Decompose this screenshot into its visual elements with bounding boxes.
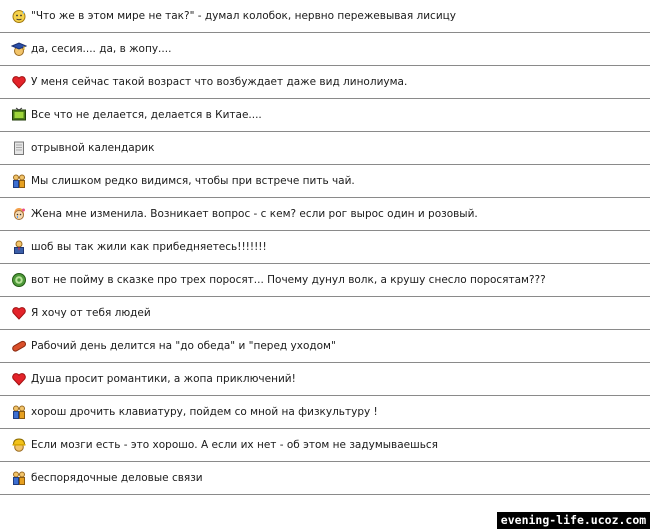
list-item xyxy=(0,231,650,264)
list-item xyxy=(0,264,650,297)
status-text: Мы слишком редко видимся, чтобы при встрече пить чай. xyxy=(31,175,355,187)
list-item xyxy=(0,363,650,396)
green-badge-icon xyxy=(11,272,27,288)
status-text: да, сесия.... да, в жопу.... xyxy=(31,43,172,55)
status-text: Душа просит романтики, а жопа приключений! xyxy=(31,373,296,385)
status-text: беспорядочные деловые связи xyxy=(31,472,203,484)
status-text: "Что же в этом мире не так?" - думал колобок, нервно пережевывая лисицу xyxy=(31,10,456,22)
heart-icon xyxy=(11,305,27,321)
status-text: шоб вы так жили как прибедняетесь!!!!!!! xyxy=(31,241,267,253)
list-item xyxy=(0,198,650,231)
two-people-icon xyxy=(11,470,27,486)
status-text: Я хочу от тебя людей xyxy=(31,307,151,319)
list-item xyxy=(0,66,650,99)
hardhat-icon xyxy=(11,437,27,453)
list-item xyxy=(0,165,650,198)
sausage-icon xyxy=(11,338,27,354)
list-item xyxy=(0,99,650,132)
list-item xyxy=(0,132,650,165)
graduation-cap-icon xyxy=(11,41,27,57)
smiley-sweat-icon xyxy=(11,8,27,24)
list-item xyxy=(0,429,650,462)
heart-icon xyxy=(11,371,27,387)
two-people-icon xyxy=(11,173,27,189)
status-text: отрывной календарик xyxy=(31,142,155,154)
status-text: хорош дрочить клавиатуру, пойдем со мной на физкультуру ! xyxy=(31,406,378,418)
status-text: Если мозги есть - это хорошо. А если их нет - об этом не задумываешься xyxy=(31,439,439,451)
crying-girl-icon xyxy=(11,206,27,222)
list-item xyxy=(0,0,650,33)
list-item xyxy=(0,33,650,66)
list-item xyxy=(0,396,650,429)
heart-icon xyxy=(11,74,27,90)
status-text: Рабочий день делится на "до обеда" и "перед уходом" xyxy=(31,340,336,352)
list-item xyxy=(0,330,650,363)
status-text: Все что не делается, делается в Китае.... xyxy=(31,109,262,121)
status-text: Жена мне изменила. Возникает вопрос - с кем? если рог вырос один и розовый. xyxy=(31,208,478,220)
list-item xyxy=(0,297,650,330)
list-item xyxy=(0,462,650,495)
tv-icon xyxy=(11,107,27,123)
watermark: evening-life.ucoz.com xyxy=(497,512,650,529)
two-people-icon xyxy=(11,404,27,420)
status-text: У меня сейчас такой возраст что возбуждает даже вид линолиума. xyxy=(31,76,408,88)
businessman-icon xyxy=(11,239,27,255)
notepad-icon xyxy=(11,140,27,156)
status-text: вот не пойму в сказке про трех поросят... Почему дунул волк, а крушу снесло поросятам??? xyxy=(31,274,546,286)
